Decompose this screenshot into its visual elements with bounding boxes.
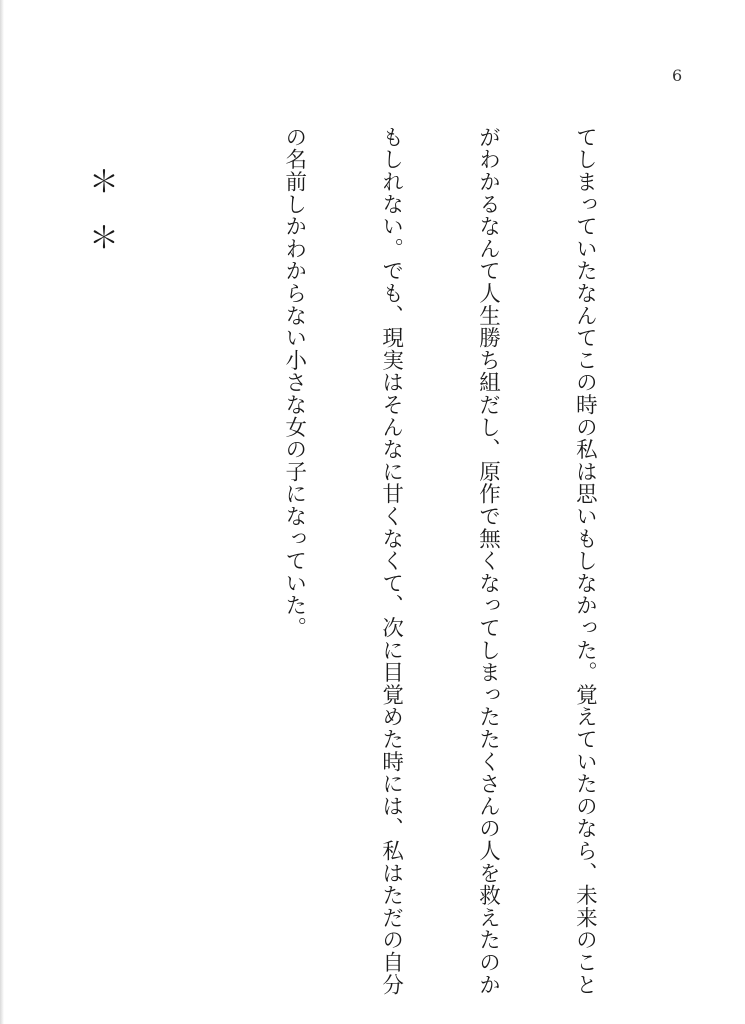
blank-line xyxy=(181,126,213,966)
text-line: がわかるなんて人生勝ち組だし、原作で無くなってしまったたくさんの人を救えたのか xyxy=(475,126,501,996)
novel-text xyxy=(0,126,665,996)
text-line: もしれない。でも、現実はそんなに甘くなくて、次に目覚めた時には、私はただの自分 xyxy=(378,126,404,996)
page-number: 6 xyxy=(672,66,683,85)
scene-break: ＊＊ xyxy=(82,166,118,278)
blank-line xyxy=(0,126,19,966)
text-line: の名前しかわからない小さな女の子になっていた。 xyxy=(281,126,307,639)
text-line: てしまっていたなんてこの時の私は思いもしなかった。覚えていたのなら、未来のこと xyxy=(572,126,598,996)
